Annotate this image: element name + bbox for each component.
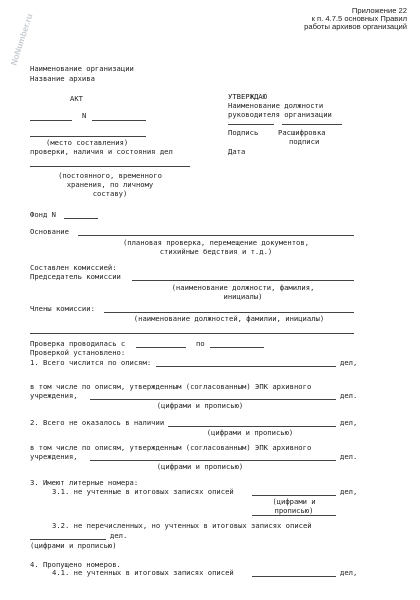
act-title: АКТ	[70, 94, 83, 103]
place-label: (место составления)	[46, 138, 129, 147]
item-2b-line	[90, 460, 336, 461]
decode-label-1: Расшифровка	[278, 128, 326, 137]
commission-composed: Составлен комиссией:	[30, 263, 117, 272]
number-line	[92, 120, 146, 121]
check-title: проверки, наличия и состояния дел	[30, 147, 173, 156]
signature-line	[228, 124, 274, 125]
item-4-label: 4. Пропущено номеров.	[30, 560, 121, 569]
item-2-cases: дел,	[340, 418, 358, 427]
item-2-line	[168, 426, 336, 427]
item-1-cases: дел,	[340, 358, 358, 367]
item-1b-line-2: учреждения,	[30, 391, 78, 400]
item-32-line	[30, 539, 106, 540]
storage-note-1: (постоянного, временного	[58, 171, 162, 180]
fond-line	[64, 218, 98, 219]
place-line	[30, 136, 146, 137]
item-41-label: 4.1. не учтенных в итоговых записях описей	[52, 568, 234, 577]
period-from-label: Проверка проводилась с	[30, 339, 126, 348]
storage-line	[30, 166, 190, 167]
item-32-hint: (цифрами и прописью)	[30, 541, 117, 550]
item-2-label: 2. Всего не оказалось в наличии	[30, 418, 165, 427]
item-31-hint-b: прописью)	[274, 506, 314, 515]
basis-hint-2: стихийные бедствия и т.д.)	[159, 247, 273, 256]
basis-label: Основание	[30, 227, 69, 236]
period-to-line	[210, 347, 264, 348]
item-1-label: 1. Всего числится по описям:	[30, 358, 152, 367]
period-to-label: по	[196, 339, 205, 348]
chair-hint-1: (наименование должности, фамилия,	[171, 283, 315, 292]
members-label: Члены комиссии:	[30, 304, 95, 313]
approve-label: УТВЕРЖДАЮ	[228, 92, 267, 101]
chair-label: Председатель комиссии	[30, 272, 121, 281]
item-41-cases: дел,	[340, 568, 358, 577]
chair-hint-2: инициалы)	[223, 292, 263, 301]
item-1-line	[156, 366, 336, 367]
org-name-label: Наименование организации	[30, 64, 134, 73]
basis-hint-1: (плановая проверка, перемещение документов,	[122, 238, 310, 247]
archive-name-label: Название архива	[30, 74, 95, 83]
item-1b-line	[90, 399, 336, 400]
chair-line	[132, 280, 354, 281]
members-hint: (наименование должностей, фамилии, инициалы)	[133, 314, 325, 323]
item-31-hint-a: (цифрами и	[272, 497, 316, 506]
item-1b-line-1: в том числе по описям, утвержденным (согласованным) ЭПК архивного	[30, 382, 312, 391]
item-2b-hint: (цифрами и прописью)	[156, 462, 244, 471]
item-1b-cases: дел.	[340, 391, 358, 400]
decode-label-2: подписи	[289, 137, 320, 146]
item-3-label: 3. Имеют литерные номера:	[30, 478, 139, 487]
basis-line	[78, 235, 354, 236]
appendix-line-1: Приложение 22	[351, 6, 407, 15]
item-31-line	[252, 495, 336, 496]
item-2-hint: (цифрами и прописью)	[206, 428, 294, 437]
item-32-cases: дел.	[110, 531, 128, 540]
number-sign: N	[82, 111, 87, 120]
storage-note-3: составу)	[92, 189, 128, 198]
date-line	[30, 120, 72, 121]
item-2b-cases: дел.	[340, 452, 358, 461]
item-1b-hint: (цифрами и прописью)	[156, 401, 244, 410]
appendix-line-2: к п. 4.7.5 основных Правил	[311, 14, 407, 23]
period-from-line	[136, 347, 186, 348]
storage-note-2: хранения, по личному	[66, 180, 154, 189]
item-32-label: 3.2. не перечисленных, но учтенных в итоговых записях описей	[52, 521, 312, 530]
item-41-line	[252, 576, 336, 577]
item-31-label: 3.1. не учтенные в итоговых записях описей	[52, 487, 234, 496]
watermark-text: NoNumber.ru	[8, 12, 35, 67]
signature-label: Подпись	[228, 128, 259, 137]
position-line-1: Наименование должности	[228, 101, 324, 110]
date-label: Дата	[228, 147, 246, 156]
item-2b-line-1: в том числе по описям, утвержденным (согласованным) ЭПК архивного	[30, 443, 312, 452]
position-line-2: руководителя организации	[228, 110, 332, 119]
item-2b-line-2: учреждения,	[30, 452, 78, 461]
item-31-line-2	[252, 515, 336, 516]
decode-line	[282, 124, 342, 125]
watermark	[0, 0, 35, 70]
members-line-2	[30, 333, 354, 334]
established-label: Проверкой установлено:	[30, 348, 126, 357]
fond-label: Фонд N	[30, 210, 56, 219]
item-31-cases: дел,	[340, 487, 358, 496]
members-line-1	[104, 312, 354, 313]
appendix-line-3: работы архивов организаций	[304, 22, 407, 31]
